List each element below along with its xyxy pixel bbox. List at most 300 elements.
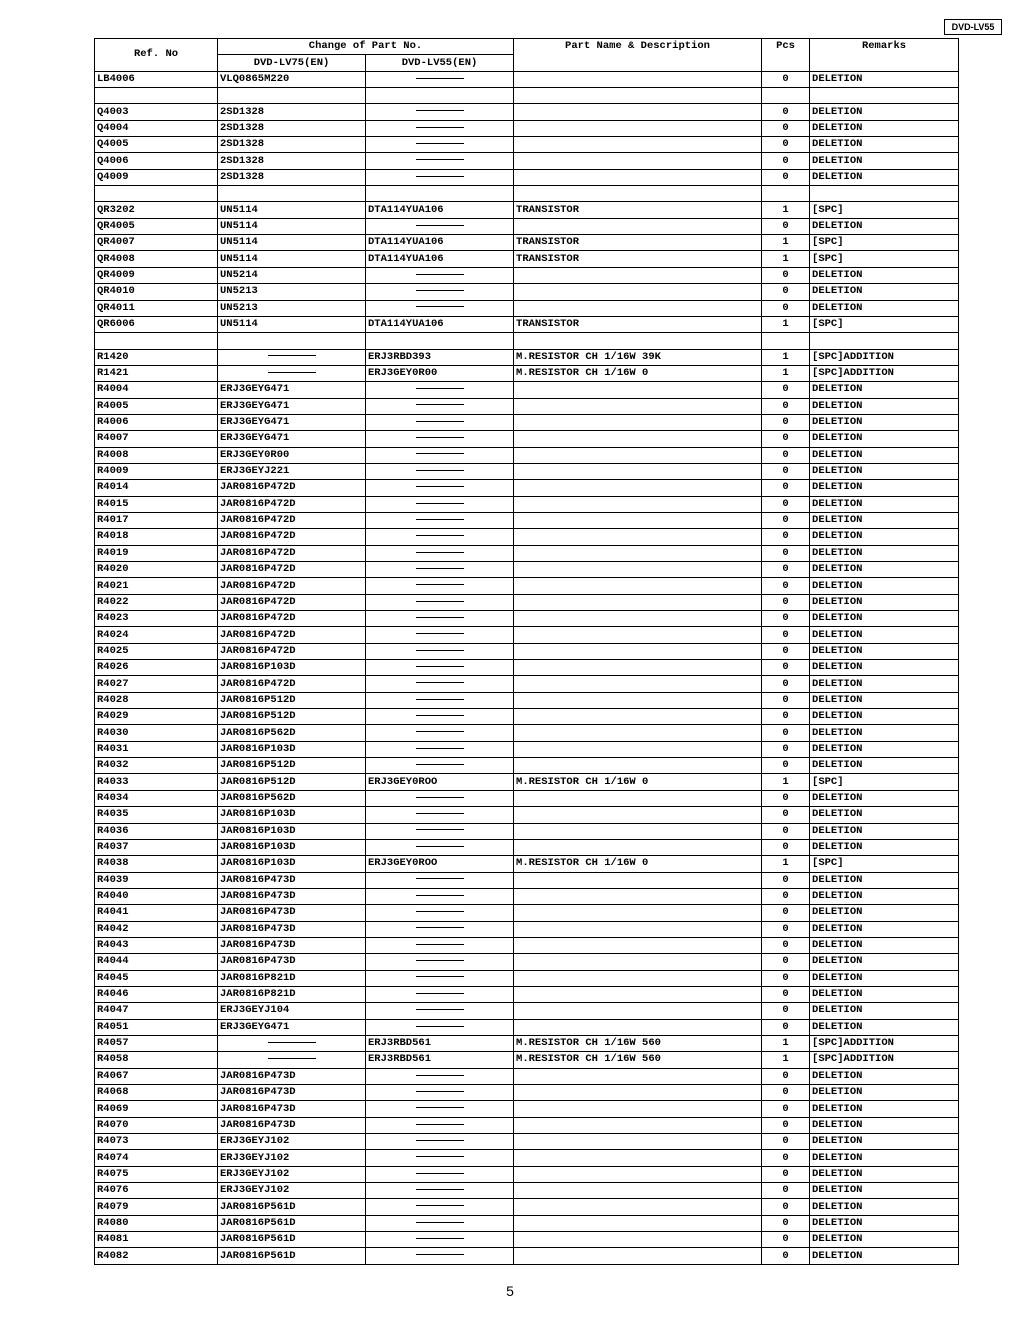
pcs-cell: 0 bbox=[762, 1101, 810, 1117]
ref-no-cell: R1420 bbox=[95, 349, 218, 365]
lv75-part-cell: 2SD1328 bbox=[218, 169, 366, 185]
table-row bbox=[95, 758, 959, 774]
part-name-cell bbox=[514, 382, 762, 398]
lv75-part-cell: JAR0816P472D bbox=[218, 480, 366, 496]
ref-no-cell: R4074 bbox=[95, 1150, 218, 1166]
remarks-cell: [SPC] bbox=[810, 235, 959, 251]
remarks-cell: [SPC]ADDITION bbox=[810, 365, 959, 381]
ref-no-cell: R4027 bbox=[95, 676, 218, 692]
lv75-part-cell: JAR0816P512D bbox=[218, 774, 366, 790]
table-row bbox=[95, 905, 959, 921]
pcs-cell: 0 bbox=[762, 431, 810, 447]
ref-no-cell: R4007 bbox=[95, 431, 218, 447]
lv75-part-cell: JAR0816P472D bbox=[218, 643, 366, 659]
no-part-dash bbox=[416, 110, 464, 111]
table-row bbox=[95, 1166, 959, 1182]
remarks-cell: DELETION bbox=[810, 104, 959, 120]
remarks-cell: DELETION bbox=[810, 986, 959, 1002]
table-row bbox=[95, 578, 959, 594]
part-name-cell bbox=[514, 300, 762, 316]
ref-no-cell bbox=[95, 88, 218, 104]
lv75-part-cell: 2SD1328 bbox=[218, 137, 366, 153]
pcs-cell: 0 bbox=[762, 104, 810, 120]
no-part-dash bbox=[416, 535, 464, 536]
ref-no-cell: R4008 bbox=[95, 447, 218, 463]
table-row bbox=[95, 1199, 959, 1215]
pcs-cell: 0 bbox=[762, 790, 810, 806]
remarks-cell bbox=[810, 88, 959, 104]
no-part-dash bbox=[416, 274, 464, 275]
lv75-part-cell: ERJ3GEYG471 bbox=[218, 382, 366, 398]
remarks-cell: DELETION bbox=[810, 921, 959, 937]
part-name-cell bbox=[514, 578, 762, 594]
table-row bbox=[95, 349, 959, 365]
table-row bbox=[95, 235, 959, 251]
part-name-cell: TRANSISTOR bbox=[514, 235, 762, 251]
part-name-cell bbox=[514, 660, 762, 676]
no-part-dash bbox=[416, 895, 464, 896]
lv75-part-cell: JAR0816P472D bbox=[218, 594, 366, 610]
remarks-cell: DELETION bbox=[810, 545, 959, 561]
no-part-dash bbox=[416, 666, 464, 667]
ref-no-cell: R4024 bbox=[95, 627, 218, 643]
lv55-part-cell bbox=[366, 1232, 514, 1248]
pcs-cell: 0 bbox=[762, 1134, 810, 1150]
no-part-dash bbox=[416, 568, 464, 569]
lv55-part-cell bbox=[366, 1085, 514, 1101]
table-row bbox=[95, 937, 959, 953]
lv75-part-cell: JAR0816P472D bbox=[218, 578, 366, 594]
lv75-part-cell: JAR0816P473D bbox=[218, 872, 366, 888]
ref-no-cell: R4045 bbox=[95, 970, 218, 986]
lv75-part-cell: JAR0816P473D bbox=[218, 937, 366, 953]
lv75-part-cell bbox=[218, 186, 366, 202]
table-row bbox=[95, 1019, 959, 1035]
pcs-cell: 0 bbox=[762, 137, 810, 153]
table-row bbox=[95, 1183, 959, 1199]
part-name-cell bbox=[514, 153, 762, 169]
table-row bbox=[95, 88, 959, 104]
ref-no-cell: QR4009 bbox=[95, 267, 218, 283]
remarks-cell: [SPC]ADDITION bbox=[810, 349, 959, 365]
ref-no-cell: R4023 bbox=[95, 611, 218, 627]
table-body bbox=[95, 71, 959, 1264]
ref-no-cell: R4080 bbox=[95, 1215, 218, 1231]
remarks-cell: DELETION bbox=[810, 414, 959, 430]
part-name-cell bbox=[514, 512, 762, 528]
table-row bbox=[95, 954, 959, 970]
ref-no-cell: R4073 bbox=[95, 1134, 218, 1150]
lv75-part-cell: ERJ3GEYG471 bbox=[218, 431, 366, 447]
no-part-dash bbox=[416, 519, 464, 520]
lv55-part-cell bbox=[366, 104, 514, 120]
part-name-cell bbox=[514, 921, 762, 937]
ref-no-cell: R4076 bbox=[95, 1183, 218, 1199]
table-row bbox=[95, 1085, 959, 1101]
no-part-dash bbox=[416, 453, 464, 454]
lv75-part-cell: JAR0816P473D bbox=[218, 1117, 366, 1133]
lv75-part-cell: JAR0816P473D bbox=[218, 954, 366, 970]
lv55-part-cell bbox=[366, 1101, 514, 1117]
lv75-part-cell: JAR0816P473D bbox=[218, 1068, 366, 1084]
lv55-part-cell bbox=[366, 643, 514, 659]
part-name-cell bbox=[514, 872, 762, 888]
lv75-part-cell: JAR0816P103D bbox=[218, 660, 366, 676]
remarks-cell: [SPC]ADDITION bbox=[810, 1035, 959, 1051]
ref-no-cell: R4081 bbox=[95, 1232, 218, 1248]
ref-no-cell: R4005 bbox=[95, 398, 218, 414]
remarks-cell: DELETION bbox=[810, 1134, 959, 1150]
part-name-cell bbox=[514, 937, 762, 953]
lv55-part-cell bbox=[366, 937, 514, 953]
pcs-cell: 0 bbox=[762, 480, 810, 496]
lv55-part-cell bbox=[366, 790, 514, 806]
lv55-part-cell bbox=[366, 725, 514, 741]
lv55-part-cell bbox=[366, 676, 514, 692]
lv55-part-cell bbox=[366, 611, 514, 627]
no-part-dash bbox=[416, 143, 464, 144]
remarks-cell: DELETION bbox=[810, 300, 959, 316]
part-name-cell bbox=[514, 1117, 762, 1133]
lv55-part-cell bbox=[366, 480, 514, 496]
no-part-dash bbox=[416, 1238, 464, 1239]
lv55-part-cell bbox=[366, 627, 514, 643]
table-row bbox=[95, 300, 959, 316]
table-row bbox=[95, 611, 959, 627]
pcs-cell: 0 bbox=[762, 905, 810, 921]
lv55-part-cell bbox=[366, 1183, 514, 1199]
table-row bbox=[95, 1248, 959, 1264]
pcs-cell: 0 bbox=[762, 954, 810, 970]
lv55-part-cell bbox=[366, 660, 514, 676]
lv55-part-cell bbox=[366, 545, 514, 561]
lv75-part-cell: JAR0816P821D bbox=[218, 970, 366, 986]
remarks-cell: DELETION bbox=[810, 284, 959, 300]
ref-no-cell: R4039 bbox=[95, 872, 218, 888]
remarks-cell: DELETION bbox=[810, 872, 959, 888]
lv75-part-cell: ERJ3GEYG471 bbox=[218, 414, 366, 430]
lv55-part-cell bbox=[366, 267, 514, 283]
ref-no-cell: R4069 bbox=[95, 1101, 218, 1117]
ref-no-cell: R4075 bbox=[95, 1166, 218, 1182]
table-row bbox=[95, 774, 959, 790]
remarks-cell: DELETION bbox=[810, 725, 959, 741]
no-part-dash bbox=[416, 486, 464, 487]
no-part-dash bbox=[416, 1124, 464, 1125]
part-name-cell: TRANSISTOR bbox=[514, 316, 762, 332]
pcs-cell: 0 bbox=[762, 1248, 810, 1264]
part-name-cell bbox=[514, 496, 762, 512]
ref-no-cell: R4068 bbox=[95, 1085, 218, 1101]
remarks-cell: DELETION bbox=[810, 594, 959, 610]
lv75-part-cell bbox=[218, 88, 366, 104]
ref-no-cell: QR4007 bbox=[95, 235, 218, 251]
lv55-part-cell: DTA114YUA106 bbox=[366, 202, 514, 218]
no-part-dash bbox=[416, 960, 464, 961]
no-part-dash bbox=[416, 829, 464, 830]
table-row bbox=[95, 382, 959, 398]
remarks-cell: DELETION bbox=[810, 1248, 959, 1264]
pcs-cell: 1 bbox=[762, 235, 810, 251]
ref-no-cell: R4034 bbox=[95, 790, 218, 806]
lv75-part-cell: JAR0816P472D bbox=[218, 611, 366, 627]
ref-no-cell: R4043 bbox=[95, 937, 218, 953]
header-ref-no: Ref. No bbox=[95, 39, 218, 72]
no-part-dash bbox=[416, 846, 464, 847]
pcs-cell: 0 bbox=[762, 807, 810, 823]
remarks-cell: DELETION bbox=[810, 267, 959, 283]
remarks-cell: DELETION bbox=[810, 1085, 959, 1101]
table-row bbox=[95, 872, 959, 888]
pcs-cell: 0 bbox=[762, 937, 810, 953]
table-row bbox=[95, 1003, 959, 1019]
table-row bbox=[95, 71, 959, 87]
lv55-part-cell bbox=[366, 186, 514, 202]
ref-no-cell: R4036 bbox=[95, 823, 218, 839]
ref-no-cell: QR4005 bbox=[95, 218, 218, 234]
no-part-dash bbox=[416, 731, 464, 732]
part-name-cell bbox=[514, 758, 762, 774]
pcs-cell: 0 bbox=[762, 676, 810, 692]
remarks-cell: [SPC]ADDITION bbox=[810, 1052, 959, 1068]
part-name-cell bbox=[514, 1085, 762, 1101]
pcs-cell: 0 bbox=[762, 71, 810, 87]
lv75-part-cell: JAR0816P473D bbox=[218, 905, 366, 921]
ref-no-cell: R4033 bbox=[95, 774, 218, 790]
part-name-cell bbox=[514, 1134, 762, 1150]
ref-no-cell: R4032 bbox=[95, 758, 218, 774]
pcs-cell: 0 bbox=[762, 414, 810, 430]
table-row bbox=[95, 823, 959, 839]
pcs-cell: 0 bbox=[762, 1166, 810, 1182]
ref-no-cell: R4026 bbox=[95, 660, 218, 676]
part-name-cell bbox=[514, 954, 762, 970]
lv75-part-cell: JAR0816P561D bbox=[218, 1248, 366, 1264]
lv55-part-cell bbox=[366, 709, 514, 725]
ref-no-cell: QR3202 bbox=[95, 202, 218, 218]
lv55-part-cell bbox=[366, 120, 514, 136]
pcs-cell: 0 bbox=[762, 169, 810, 185]
table-row bbox=[95, 807, 959, 823]
lv55-part-cell bbox=[366, 1134, 514, 1150]
part-name-cell: TRANSISTOR bbox=[514, 202, 762, 218]
ref-no-cell: R4020 bbox=[95, 562, 218, 578]
lv55-part-cell: ERJ3RBD561 bbox=[366, 1035, 514, 1051]
remarks-cell: DELETION bbox=[810, 660, 959, 676]
table-row bbox=[95, 839, 959, 855]
pcs-cell: 0 bbox=[762, 382, 810, 398]
pcs-cell: 0 bbox=[762, 300, 810, 316]
ref-no-cell: R4029 bbox=[95, 709, 218, 725]
lv55-part-cell: DTA114YUA106 bbox=[366, 316, 514, 332]
lv75-part-cell: JAR0816P561D bbox=[218, 1199, 366, 1215]
no-part-dash bbox=[416, 1222, 464, 1223]
lv55-part-cell bbox=[366, 1068, 514, 1084]
ref-no-cell: Q4003 bbox=[95, 104, 218, 120]
remarks-cell: DELETION bbox=[810, 562, 959, 578]
no-part-dash bbox=[268, 1042, 316, 1043]
table-row bbox=[95, 1035, 959, 1051]
lv55-part-cell: ERJ3GEY0R00 bbox=[366, 365, 514, 381]
no-part-dash bbox=[416, 1205, 464, 1206]
lv75-part-cell: 2SD1328 bbox=[218, 153, 366, 169]
lv75-part-cell: UN5114 bbox=[218, 218, 366, 234]
lv75-part-cell: JAR0816P472D bbox=[218, 529, 366, 545]
pcs-cell: 0 bbox=[762, 823, 810, 839]
lv55-part-cell bbox=[366, 921, 514, 937]
table-row bbox=[95, 888, 959, 904]
lv55-part-cell bbox=[366, 741, 514, 757]
pcs-cell: 0 bbox=[762, 512, 810, 528]
lv75-part-cell: JAR0816P512D bbox=[218, 709, 366, 725]
lv55-part-cell bbox=[366, 839, 514, 855]
lv55-part-cell bbox=[366, 807, 514, 823]
lv55-part-cell bbox=[366, 594, 514, 610]
no-part-dash bbox=[416, 797, 464, 798]
lv55-part-cell bbox=[366, 88, 514, 104]
part-name-cell bbox=[514, 284, 762, 300]
header-dvd-lv75: DVD-LV75(EN) bbox=[218, 55, 366, 71]
part-name-cell bbox=[514, 463, 762, 479]
no-part-dash bbox=[416, 617, 464, 618]
remarks-cell: DELETION bbox=[810, 1117, 959, 1133]
lv75-part-cell: JAR0816P472D bbox=[218, 496, 366, 512]
part-name-cell bbox=[514, 1150, 762, 1166]
table-row bbox=[95, 643, 959, 659]
lv55-part-cell: ERJ3RBD393 bbox=[366, 349, 514, 365]
ref-no-cell: R4028 bbox=[95, 692, 218, 708]
pcs-cell: 0 bbox=[762, 888, 810, 904]
lv75-part-cell: ERJ3GEY0R00 bbox=[218, 447, 366, 463]
remarks-cell: DELETION bbox=[810, 643, 959, 659]
no-part-dash bbox=[416, 552, 464, 553]
no-part-dash bbox=[268, 355, 316, 356]
pcs-cell: 0 bbox=[762, 692, 810, 708]
ref-no-cell: R4040 bbox=[95, 888, 218, 904]
lv75-part-cell: ERJ3GEYJ221 bbox=[218, 463, 366, 479]
table-row bbox=[95, 676, 959, 692]
lv75-part-cell: JAR0816P472D bbox=[218, 562, 366, 578]
pcs-cell: 0 bbox=[762, 284, 810, 300]
table-row bbox=[95, 562, 959, 578]
lv55-part-cell: DTA114YUA106 bbox=[366, 251, 514, 267]
pcs-cell: 0 bbox=[762, 1019, 810, 1035]
remarks-cell: [SPC] bbox=[810, 251, 959, 267]
table-row bbox=[95, 284, 959, 300]
table-row bbox=[95, 660, 959, 676]
remarks-cell: DELETION bbox=[810, 431, 959, 447]
part-name-cell bbox=[514, 529, 762, 545]
part-name-cell bbox=[514, 414, 762, 430]
pcs-cell: 0 bbox=[762, 839, 810, 855]
table-row bbox=[95, 725, 959, 741]
no-part-dash bbox=[416, 159, 464, 160]
remarks-cell: DELETION bbox=[810, 790, 959, 806]
part-name-cell bbox=[514, 627, 762, 643]
remarks-cell: DELETION bbox=[810, 447, 959, 463]
lv75-part-cell: UN5213 bbox=[218, 300, 366, 316]
ref-no-cell: R4041 bbox=[95, 905, 218, 921]
remarks-cell: DELETION bbox=[810, 741, 959, 757]
lv55-part-cell bbox=[366, 529, 514, 545]
no-part-dash bbox=[416, 1173, 464, 1174]
lv55-part-cell bbox=[366, 578, 514, 594]
lv75-part-cell: UN5114 bbox=[218, 235, 366, 251]
lv55-part-cell bbox=[366, 333, 514, 349]
table-row bbox=[95, 463, 959, 479]
page-number: 5 bbox=[506, 1283, 514, 1299]
ref-no-cell: R4004 bbox=[95, 382, 218, 398]
pcs-cell: 1 bbox=[762, 856, 810, 872]
table-row bbox=[95, 447, 959, 463]
remarks-cell: DELETION bbox=[810, 463, 959, 479]
lv55-part-cell bbox=[366, 872, 514, 888]
table-row bbox=[95, 741, 959, 757]
lv75-part-cell bbox=[218, 349, 366, 365]
no-part-dash bbox=[416, 1189, 464, 1190]
ref-no-cell: R4058 bbox=[95, 1052, 218, 1068]
table-row bbox=[95, 790, 959, 806]
table-row bbox=[95, 1068, 959, 1084]
ref-no-cell: Q4005 bbox=[95, 137, 218, 153]
no-part-dash bbox=[416, 878, 464, 879]
pcs-cell: 0 bbox=[762, 496, 810, 512]
ref-no-cell: Q4009 bbox=[95, 169, 218, 185]
ref-no-cell: Q4004 bbox=[95, 120, 218, 136]
part-name-cell bbox=[514, 594, 762, 610]
pcs-cell: 1 bbox=[762, 365, 810, 381]
part-name-cell bbox=[514, 1166, 762, 1182]
lv75-part-cell: JAR0816P512D bbox=[218, 758, 366, 774]
no-part-dash bbox=[416, 584, 464, 585]
ref-no-cell: R4038 bbox=[95, 856, 218, 872]
lv55-part-cell bbox=[366, 169, 514, 185]
remarks-cell: [SPC] bbox=[810, 202, 959, 218]
remarks-cell: DELETION bbox=[810, 1150, 959, 1166]
remarks-cell: DELETION bbox=[810, 692, 959, 708]
part-name-cell bbox=[514, 823, 762, 839]
part-name-cell bbox=[514, 120, 762, 136]
no-part-dash bbox=[416, 748, 464, 749]
lv55-part-cell bbox=[366, 986, 514, 1002]
remarks-cell: DELETION bbox=[810, 71, 959, 87]
lv55-part-cell bbox=[366, 1215, 514, 1231]
no-part-dash bbox=[416, 682, 464, 683]
no-part-dash bbox=[416, 1107, 464, 1108]
ref-no-cell: LB4006 bbox=[95, 71, 218, 87]
model-tag: DVD-LV55 bbox=[944, 19, 1002, 35]
table-row bbox=[95, 986, 959, 1002]
ref-no-cell: R4025 bbox=[95, 643, 218, 659]
pcs-cell: 0 bbox=[762, 709, 810, 725]
lv55-part-cell: ERJ3GEY0ROO bbox=[366, 856, 514, 872]
part-name-cell bbox=[514, 1068, 762, 1084]
part-name-cell bbox=[514, 88, 762, 104]
ref-no-cell: R4014 bbox=[95, 480, 218, 496]
no-part-dash bbox=[416, 404, 464, 405]
no-part-dash bbox=[416, 225, 464, 226]
lv75-part-cell: UN5114 bbox=[218, 316, 366, 332]
table-row bbox=[95, 480, 959, 496]
remarks-cell: DELETION bbox=[810, 398, 959, 414]
part-name-cell: M.RESISTOR CH 1/16W 0 bbox=[514, 856, 762, 872]
table-row bbox=[95, 218, 959, 234]
pcs-cell: 1 bbox=[762, 251, 810, 267]
part-name-cell bbox=[514, 692, 762, 708]
no-part-dash bbox=[416, 715, 464, 716]
table-row bbox=[95, 316, 959, 332]
remarks-cell: DELETION bbox=[810, 496, 959, 512]
